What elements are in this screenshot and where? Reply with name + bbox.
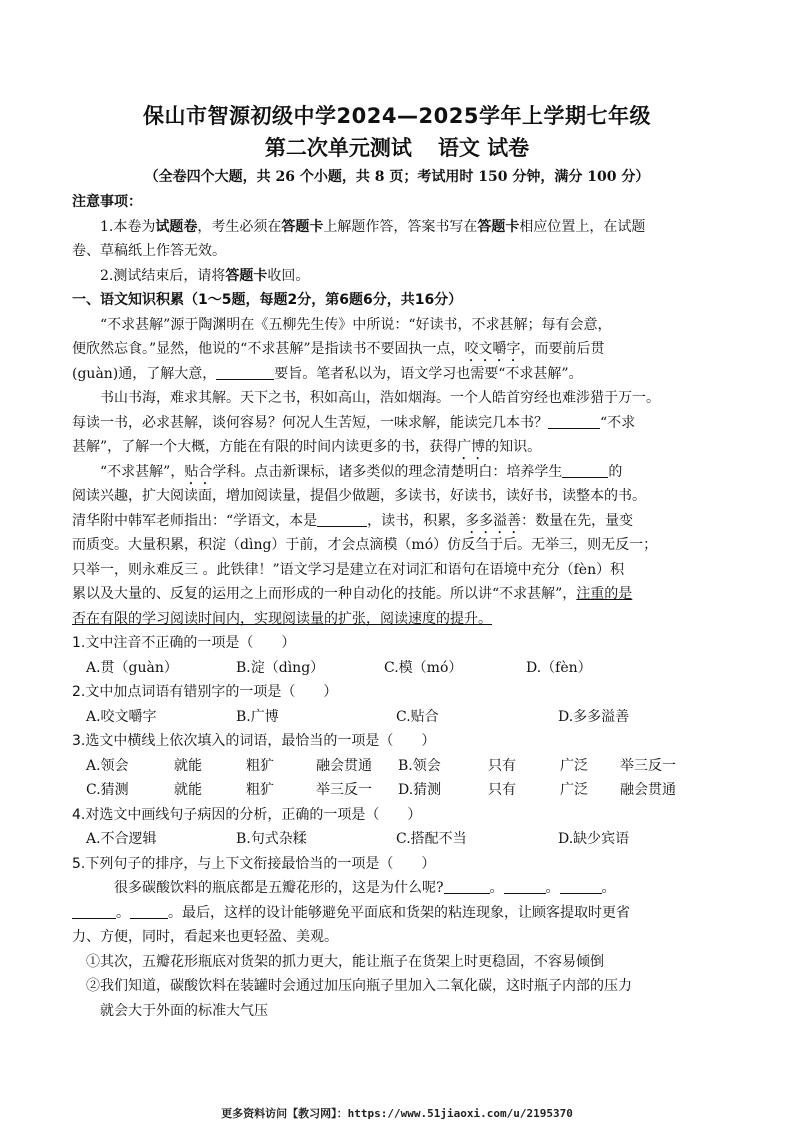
answer-blank [72,903,116,919]
question-3: 3.选文中横线上依次填入的词语，最恰当的一项是（ ） [72,733,436,749]
passage-p3-line3: 清华附中韩军老师指出：“学语文，本是 ，读书，积累，多多溢善：数量在先，量变 [72,512,634,529]
question-3-options-row1: A.领会 就能 粗犷 融会贯通 B.领会 只有 广泛 举三反一 [72,754,734,779]
exam-title-line2 [0,132,794,162]
dotted-word-2: 广博 [457,439,486,455]
answer-blank-2 [548,413,600,429]
answer-blank-1 [216,364,274,380]
option-c[interactable]: C.模（mó） [384,659,463,676]
section-1-heading: 一、语文知识积累（1～5题，每题2分，第6题6分，共16分） [72,292,463,308]
answer-blank-4 [317,511,367,527]
notice-heading: 注意事项： [72,194,142,210]
passage-p3-line4: 而质变。大量积累，积淀（dìng）于前，才会点滴模（mó）仿反刍于后。无举三，则无反一； [72,537,658,553]
question-3-options-row2: C.猜测 就能 粗犷 举三反一 D.猜测 只有 广泛 融会贯通 [72,778,734,803]
option-a[interactable]: A.领会 [86,757,129,774]
answer-blank-3 [562,462,608,478]
answer-blank [504,878,546,894]
option-b[interactable]: B.淀（dìng） [236,659,325,676]
question-5-text-line1: 很多碳酸饮料的瓶底都是五瓣花形的，这是为什么呢? 。 。 。 [114,880,616,896]
passage-p2-line1: 书山书海，难求其解。天下之书，积如高山，浩如烟海。一个人皓首穷经也难涉猎于万一。 [100,390,660,406]
option-b[interactable]: B.领会 [398,757,441,774]
passage-p3-line2: 阅读兴趣，扩大阅读面，增加阅读量，提倡少做题，多读书，好读书，读好书，读整本的书。 [72,488,646,504]
footer-source-link[interactable]: 更多资料访问【教习网】：https://www.51jiaoxi.com/u/2195370 [221,1107,573,1120]
underlined-sentence-part2: 否在有限的学习阅读时间内，实现阅读量的扩张，阅读速度的提升。 [72,610,492,627]
exam-subject: 语文 试卷 [437,136,530,160]
exam-subtitle: 第二次单元测试 [264,136,412,160]
question-1: 1.文中注音不正确的一项是（ ） [72,635,296,651]
option-d[interactable]: D.猜测 [398,782,442,798]
passage-p3-line1: “不求甚解”，贴合学科。点击新课标，诸多类似的理念清楚明白：培养学生 的 [100,463,623,480]
option-b[interactable]: B.广博 [236,708,279,725]
sentence-2-line1: ②我们知道，碳酸饮料在装罐时会通过加压向瓶子里加入二氧化碳，这时瓶子内部的压力 [86,978,632,994]
dotted-word-1: 咬文嚼字 [464,341,521,357]
option-a[interactable]: A.咬文嚼字 [86,708,157,725]
sentence-1: ①其次，五瓣花形瓶底对货架的抓力更大，能让瓶子在货架上时更稳固，不容易倾倒 [86,953,604,970]
option-d[interactable]: D.多多溢善 [558,708,630,725]
question-5: 5.下列句子的排序，与上下文衔接最恰当的一项是（ ） [72,855,436,872]
passage-p1-line1: “不求甚解”源于陶渊明在《五柳先生传》中所说：“好读书，不求甚解；每有会意， [100,316,612,333]
exam-title-line1: 保山市智源初级中学2024—2025学年上学期七年级 [143,104,651,128]
exam-body [72,190,734,1023]
notice-item-2: 2.测试结束后，请将答题卡收回。 [100,267,310,284]
passage-p2-line3: 甚解”，了解一个大概，方能在有限的时间内读更多的书，获得广博的知识。 [72,439,542,455]
passage-p3-line6: 累以及大量的、反复的运用之上而形成的一种自动化的技能。所以讲“不求甚解”，注重的是 [72,586,633,602]
passage-p3-line5: 只举一，则永难反三 。此铁律！”语文学习是建立在对词汇和语句在语境中充分（fèn）积 [72,561,625,578]
underlined-sentence-part1: 注重的是 [576,586,633,602]
option-c[interactable]: C.猜测 [86,782,129,798]
passage-p2-line2: 每读一书，必求甚解，谈何容易？何况人生苦短，一味求解，能读完几本书？ “不求 [72,414,636,431]
option-a[interactable]: A.贯（guàn） [86,659,178,676]
dotted-word-4: 多多溢善 [465,512,522,529]
answer-blank [560,878,602,894]
answer-blank [444,878,490,894]
notice-item-1: 1.本卷为试题卷，考生必须在答题卡上解题作答，答案书写在答题卡相应位置上，在试题 [100,218,646,235]
question-2-options [72,705,734,730]
question-4-options [72,827,734,852]
answer-blank [130,903,168,919]
question-1-options [72,656,734,681]
passage-p3-line7 [72,607,734,632]
exam-scope-note: （全卷四个大题，共 26 个小题，共 8 页；考试用时 150 分钟，满分 100 分） [144,169,650,185]
passage-p1-line2: 便欣然忘食。”显然，他说的“不求甚解”是指读书不要固执一点，咬文嚼字，而要前后贯 [72,341,605,357]
option-d[interactable]: D.缺少宾语 [558,831,630,847]
question-2: 2.文中加点词语有错别字的一项是（ ） [72,684,338,700]
dotted-word-3: 贴合 [184,463,213,480]
option-a[interactable]: A.不合逻辑 [86,831,157,847]
option-c[interactable]: C.搭配不当 [396,831,467,847]
notice-item-1-cont: 卷、草稿纸上作答无效。 [72,243,226,259]
passage-p1-line3: (guàn)通，了解大意， 要旨。笔者私以为，语文学习也需要“不求甚解”。 [72,365,583,382]
option-b[interactable]: B.句式杂糅 [236,831,307,847]
question-4: 4.对选文中画线句子病因的分析，正确的一项是（ ） [72,806,422,823]
option-c[interactable]: C.贴合 [396,708,439,725]
option-d[interactable]: D.（fèn） [526,659,592,676]
sentence-2-line2: 就会大于外面的标准大气压 [100,1002,268,1019]
question-5-text-line3: 力、方便，同时，看起来也更轻盈、美观。 [72,929,338,945]
question-5-text-line2: 。 。最后，这样的设计能够避免平面底和货架的粘连现象，让顾客提取时更省 [72,901,734,926]
